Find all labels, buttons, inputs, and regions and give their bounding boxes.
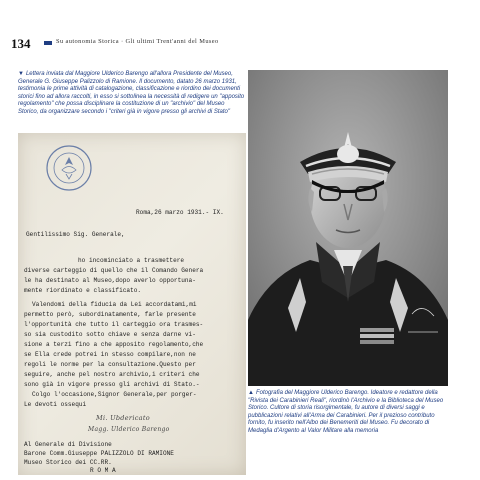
addressee-line: Museo Storico dei CC.RR. bbox=[24, 459, 112, 466]
portrait-caption bbox=[248, 390, 448, 436]
letter-caption bbox=[18, 71, 246, 117]
officer-portrait-illustration bbox=[248, 70, 448, 386]
addressee-line: Al Generale di Divisione bbox=[24, 441, 112, 448]
header-rule bbox=[44, 41, 52, 45]
letter-line: so sia custodito sotto chiave e senza darne vi- bbox=[24, 331, 196, 338]
letter-line: le ha destinato al Museo,dopo averlo opportuna- bbox=[24, 277, 196, 284]
letter-line: sono già in vigore presso gli archivi di Stato.- bbox=[24, 381, 200, 388]
letter-line: l'opportunità che tutto il carteggio ora trasmes- bbox=[24, 321, 204, 328]
addressee-line: R O M A bbox=[90, 467, 116, 474]
letter-line: Le devoti ossequi bbox=[24, 401, 87, 408]
page-number: 134 bbox=[11, 36, 31, 51]
letter-line: seguire, anche pel nostro archivio,i criteri che bbox=[24, 371, 200, 378]
portrait-photo bbox=[248, 70, 448, 386]
letter-line: sione a terzi fino a che apposito regolamento,che bbox=[24, 341, 204, 348]
letter-line: ho incominciato a trasmettere bbox=[78, 257, 185, 264]
letter-salutation: Gentilissimo Sig. Generale, bbox=[26, 231, 125, 238]
letter-line: Valendomi della fiducia da Lei accordatami,mi bbox=[32, 301, 197, 308]
letter-line: regoli le norme per la consultazione.Questo per bbox=[24, 361, 196, 368]
letter-line: Colgo l'occasione,Signor Generale,per porger- bbox=[32, 391, 197, 398]
caption-marker: ▲ bbox=[248, 390, 254, 396]
signature-typed: Magg. Ulderico Barengo bbox=[88, 426, 170, 433]
letter-photo bbox=[18, 133, 246, 475]
letter-caption-text: Lettera inviata dal Maggiore Ulderico Barengo all'allora Presidente del Museo, Generale G. Giuseppe Palizzolo di Ramione. Il documento, datato 26 marzo 1931, testimonia le prime attività di catalogazione, classificazione e riordino dei documenti storici fino ad allora raccolti, in esso si sottolinea la necessità di redigere un "apposito regolamento" che possa disciplinare la costituzione di un "archivio" del Museo Storico, da organizzare secondo i "criteri già in vigore presso gli archivi di Stato" bbox=[18, 71, 245, 115]
letter-text bbox=[18, 133, 246, 475]
addressee-line: Barone Comm.Giuseppe PALIZZOLO DI RAMIONE bbox=[24, 450, 174, 457]
letter-line: permetto però, subordinatamente, farle presente bbox=[24, 311, 196, 318]
letter-line: se Ella crede potrei in stesso compilare,non ne bbox=[24, 351, 196, 358]
caption-marker: ▼ bbox=[18, 71, 24, 77]
letter-line: diverse carteggio di quello che il Comando Genera bbox=[24, 267, 204, 274]
letter-date: Roma,26 marzo 1931.- IX. bbox=[136, 209, 224, 216]
portrait-caption-text: Fotografia del Maggiore Ulderico Barengo. Ideatore e redattore della "Rivista dei Carabinieri Reali", riordinò l'Archivio e la Biblioteca del Museo Storico. Cultore di storia risorgimentale, fu autore di diversi saggi e pubblicazioni relativi all'Arma dei Carabinieri. Per il prezioso contributo fornito, fu inserito nell'Albo dei Benemeriti del Museo. Fu decorato di Medaglia d'Argento al Valor Militare alla memoria bbox=[248, 390, 444, 434]
letter-line: mente riordinato e classificato. bbox=[24, 287, 142, 294]
signature-handwritten: Mi. Ubdericato bbox=[96, 414, 150, 422]
running-head: Su autonomia Storica · Gli ultimi Trent'anni del Museo bbox=[56, 38, 219, 45]
